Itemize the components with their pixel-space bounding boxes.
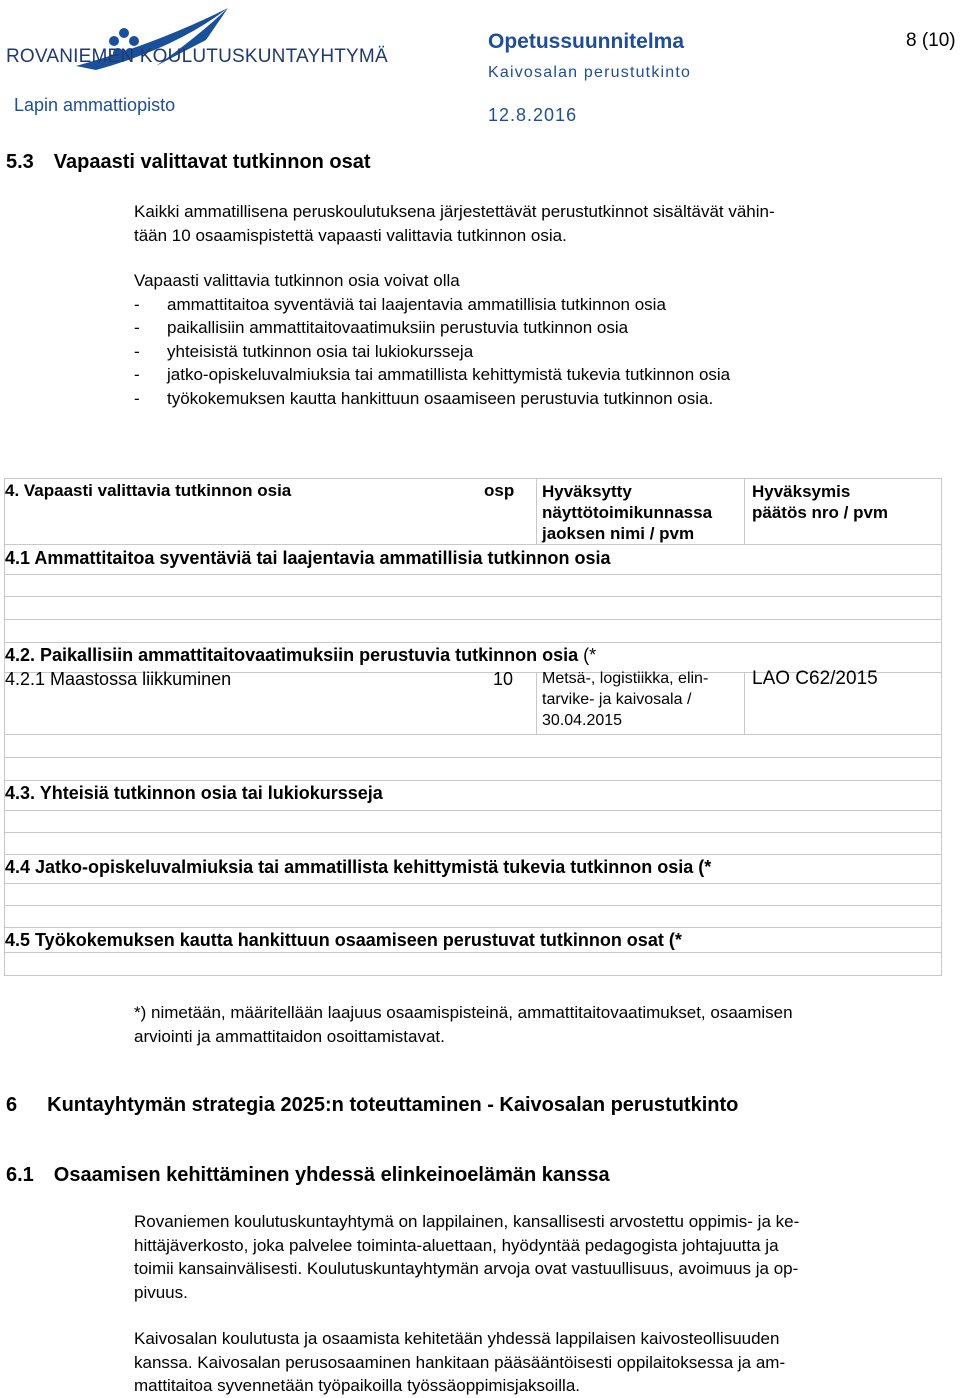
document-title: Opetussuunnitelma [488, 30, 685, 53]
table-border [536, 672, 537, 734]
table-border [4, 574, 942, 575]
table-border [941, 478, 942, 975]
header-line: Hyväksytty [542, 482, 632, 501]
footnote-line: arviointi ja ammattitaidon osoittamistavat. [134, 1026, 445, 1046]
document-date: 12.8.2016 [488, 105, 578, 125]
table-border [4, 832, 942, 833]
table-border [4, 975, 942, 976]
section-6-1-paragraph-1 [134, 1210, 799, 1304]
list-item [134, 340, 730, 364]
list-item [134, 293, 730, 317]
list-dash: - [134, 365, 140, 384]
table-border [4, 596, 942, 597]
organization-name: ROVANIEMEN KOULUTUSKUNTAYHTYMÄ [6, 46, 388, 67]
table-border [4, 734, 942, 735]
table-border [4, 780, 942, 781]
table-border [4, 952, 942, 953]
subsection-4-2-title: 4.2. Paikallisiin ammattitaitovaatimuksiin perustuvia tutkinnon osia [5, 645, 579, 665]
paragraph-line: tään 10 osaamispistettä vapaasti valittavia tutkinnon osia. [134, 225, 567, 245]
section-5-3-paragraph [134, 200, 775, 247]
subsection-4-1: 4.1 Ammattitaitoa syventäviä tai laajentavia ammatillisia tutkinnon osia [5, 548, 611, 568]
subsection-4-4: 4.4 Jatko-opiskeluvalmiuksia tai ammatillista kehittymistä tukevia tutkinnon osia (* [5, 857, 712, 877]
table-border [744, 672, 745, 734]
paragraph-line: Kaivosalan koulutusta ja osaamista kehitetään yhdessä lappilaisen kaivosteollisuuden [134, 1329, 780, 1348]
list-item-text: paikallisiin ammattitaitovaatimuksiin perustuvia tutkinnon osia [167, 318, 629, 337]
header-line: jaoksen nimi / pvm [542, 524, 695, 543]
table-border [744, 478, 745, 544]
column-header-decision [752, 481, 888, 523]
list-item-text: ammattitaitoa syventäviä tai laajentavia ammatillisia tutkinnon osia [167, 294, 666, 314]
list-item-text: jatko-opiskeluvalmiuksia tai ammatillista kehittymistä tukevia tutkinnon osia [167, 365, 731, 384]
list-dash: - [134, 294, 140, 314]
column-header-name: 4. Vapaasti valittavia tutkinnon osia [5, 481, 292, 500]
paragraph-line: hittäjäverkosto, joka palvelee toiminta-aluettaan, hyödyntää pedagogista johtajuutta ja [134, 1235, 779, 1255]
section-5-3-heading: 5.3 Vapaasti valittavat tutkinnon osat [6, 151, 371, 173]
page-number: 8 (10) [906, 30, 956, 51]
list-item [134, 316, 730, 340]
list-item-text: yhteisistä tutkinnon osia tai lukiokursseja [167, 341, 474, 361]
table-border [4, 478, 942, 479]
elective-list [134, 269, 730, 410]
table-footnote [134, 1001, 793, 1048]
header-line: päätös nro / pvm [752, 503, 889, 522]
section-6-heading: 6 Kuntayhtymän strategia 2025:n toteuttaminen - Kaivosalan perustutkinto [6, 1094, 739, 1116]
row-4-2-1-name: 4.2.1 Maastossa liikkuminen [5, 669, 232, 689]
table-border [4, 854, 942, 855]
paragraph-line: Rovaniemen koulutuskuntayhtymä on lappilainen, kansallisesti arvostettu oppimis- ja ke- [134, 1212, 800, 1231]
table-border [4, 927, 942, 928]
row-4-2-1-approved [542, 668, 708, 731]
table-border [4, 619, 942, 620]
subsection-4-2 [5, 645, 596, 666]
paragraph-line: toimii kansainvälisesti. Koulutuskuntayhtymän arvoja ovat vastuullisuus, avoimuus ja op- [134, 1259, 799, 1278]
list-item-text: työkokemuksen kautta hankittuun osaamiseen perustuvia tutkinnon osia. [167, 388, 714, 408]
table-border [536, 478, 537, 544]
paragraph-line: Kaikki ammatillisena peruskoulutuksena järjestettävät perustutkinnot sisältävät vähin- [134, 202, 775, 221]
row-4-2-1-osp: 10 [493, 669, 514, 689]
list-item [134, 363, 730, 387]
table-border [4, 544, 942, 545]
subsection-4-5: 4.5 Työkokemuksen kautta hankittuun osaamiseen perustuvat tutkinnon osat (* [5, 930, 682, 950]
list-dash: - [134, 341, 140, 361]
list-dash: - [134, 388, 140, 408]
table-border [4, 883, 942, 884]
document-subtitle: Kaivosalan perustutkinto [488, 64, 692, 81]
cell-line: tarvike- ja kaivosala / [542, 691, 692, 708]
list-dash: - [134, 318, 140, 337]
row-4-2-1-decision: LAO C62/2015 [752, 668, 878, 689]
table-border [4, 810, 942, 811]
paragraph-line: pivuus. [134, 1282, 188, 1302]
column-header-approved [542, 481, 712, 544]
header-line: Hyväksymis [752, 482, 851, 501]
electives-table [4, 478, 942, 978]
paragraph-line: mattitaitoa syvennetään työpaikoilla työssäoppimisjaksoilla. [134, 1376, 581, 1395]
school-name: Lapin ammattiopisto [14, 95, 176, 115]
list-item [134, 387, 730, 411]
paragraph-line: kanssa. Kaivosalan perusosaaminen hankitaan pääsääntöisesti oppilaitoksessa ja am- [134, 1352, 786, 1372]
cell-line: 30.04.2015 [542, 712, 623, 729]
section-6-1-paragraph-2 [134, 1327, 785, 1398]
list-intro: Vapaasti valittavia tutkinnon osia voivat olla [134, 271, 460, 290]
table-border [4, 905, 942, 906]
table-border [4, 757, 942, 758]
cell-line: Metsä-, logistiikka, elin- [542, 670, 709, 687]
table-border [4, 642, 942, 643]
footnote-marker: (* [578, 645, 597, 665]
subsection-4-3: 4.3. Yhteisiä tutkinnon osia tai lukiokursseja [5, 783, 383, 803]
header-line: näyttötoimikunnassa [542, 503, 713, 522]
column-header-osp: osp [484, 481, 515, 500]
footnote-line: *) nimetään, määritellään laajuus osaamispisteinä, ammattitaitovaatimukset, osaamisen [134, 1003, 793, 1022]
section-6-1-heading: 6.1 Osaamisen kehittäminen yhdessä elinkeinoelämän kanssa [6, 1164, 610, 1186]
organization-logo [6, 4, 406, 84]
